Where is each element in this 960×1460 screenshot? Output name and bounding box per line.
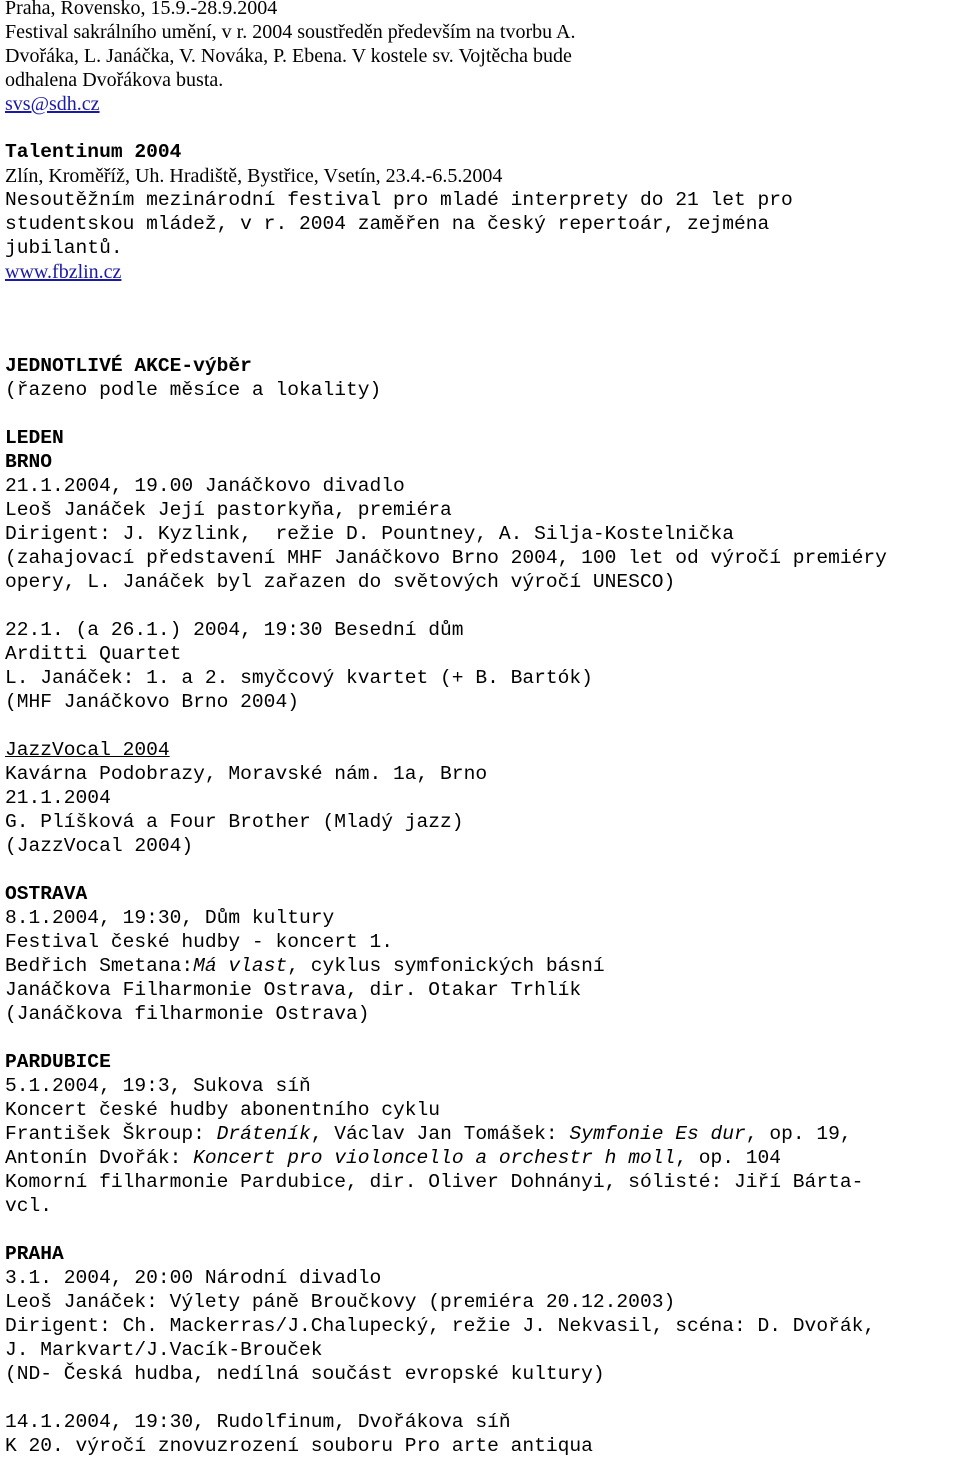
praha-event1-line-3: Dirigent: Ch. Mackerras/J.Chalupecký, režie J. Nekvasil, scéna: D. Dvořák, [5, 1315, 876, 1337]
intro-line-2: Festival sakrálního umění, v r. 2004 soustředěn především na tvorbu A. [5, 21, 576, 43]
brno-event1-line-4: (zahajovací představení MHF Janáčkovo Brno 2004, 100 let od výročí premiéry [5, 547, 887, 569]
composer-text: František Škroup: [5, 1123, 217, 1145]
praha-event2-line-1: 14.1.2004, 19:30, Rudolfinum, Dvořákova síň [5, 1411, 511, 1433]
talentinum-url-link[interactable]: www.fbzlin.cz [5, 261, 122, 283]
talentinum-line-3: studentskou mládež, v r. 2004 zaměřen na český repertoár, zejména [5, 213, 770, 235]
city-praha: PRAHA [5, 1243, 64, 1265]
praha-event1-line-4: J. Markvart/J.Vacík-Brouček [5, 1339, 323, 1361]
jazzvocal-line-3: G. Plíšková a Four Brother (Mladý jazz) [5, 811, 464, 833]
work-title: Dráteník [216, 1123, 311, 1145]
intro-line-1: Praha, Rovensko, 15.9.-28.9.2004 [5, 0, 278, 19]
brno-event1-line-1: 21.1.2004, 19.00 Janáčkovo divadlo [5, 475, 405, 497]
brno-event2-line-1: 22.1. (a 26.1.) 2004, 19:30 Besední dům [5, 619, 464, 641]
brno-event1-line-5: opery, L. Janáček byl zařazen do světových výročí UNESCO) [5, 571, 676, 593]
city-brno: BRNO [5, 451, 53, 473]
pardubice-line-4 [5, 1146, 960, 1170]
praha-event1-line-2: Leoš Janáček: Výlety páně Broučkovy (premiéra 20.12.2003) [5, 1291, 676, 1313]
work-title: Koncert pro violoncello a orchestr h moll [193, 1147, 676, 1169]
brno-event2-line-4: (MHF Janáčkovo Brno 2004) [5, 691, 299, 713]
composer-text: Bedřich Smetana: [5, 955, 194, 977]
praha-event2-line-2: K 20. výročí znovuzrození souboru Pro arte antiqua [5, 1435, 593, 1457]
ostrava-line-4: Janáčkova Filharmonie Ostrava, dir. Otakar Trhlík [5, 979, 582, 1001]
ostrava-line-5: (Janáčkova filharmonie Ostrava) [5, 1003, 370, 1025]
brno-event2-line-2: Arditti Quartet [5, 643, 182, 665]
city-pardubice: PARDUBICE [5, 1051, 111, 1073]
brno-event1-line-2: Leoš Janáček Její pastorkyňa, premiéra [5, 499, 452, 521]
work-title: Má vlast [193, 955, 288, 977]
composer-text: , Václav Jan Tomášek: [310, 1123, 570, 1145]
talentinum-line-2: Nesoutěžním mezinárodní festival pro mladé interprety do 21 let pro [5, 189, 793, 211]
praha-event1-line-1: 3.1. 2004, 20:00 Národní divadlo [5, 1267, 382, 1289]
brno-event1-line-3: Dirigent: J. Kyzlink, režie D. Pountney, A. Silja-Kostelnička [5, 523, 735, 545]
pardubice-line-6: vcl. [5, 1195, 53, 1217]
opus-text: , op. 19, [745, 1123, 852, 1145]
opus-text: , op. 104 [675, 1147, 782, 1169]
work-title: Symfonie Es dur [569, 1123, 746, 1145]
ostrava-line-1: 8.1.2004, 19:30, Dům kultury [5, 907, 335, 929]
city-ostrava: OSTRAVA [5, 883, 88, 905]
brno-event2-line-3: L. Janáček: 1. a 2. smyčcový kvartet (+ B. Bartók) [5, 667, 593, 689]
intro-line-4: odhalena Dvořákova busta. [5, 69, 224, 91]
talentinum-line-1: Zlín, Kroměříž, Uh. Hradiště, Bystřice, Vsetín, 23.4.-6.5.2004 [5, 165, 503, 187]
pardubice-line-5: Komorní filharmonie Pardubice, dir. Oliver Dohnányi, sólisté: Jiří Bárta- [5, 1171, 864, 1193]
jazzvocal-title: JazzVocal 2004 [5, 739, 170, 761]
email-link[interactable]: svs@sdh.cz [5, 93, 100, 115]
composer-text: Antonín Dvořák: [5, 1147, 194, 1169]
events-subheading: (řazeno podle měsíce a lokality) [5, 379, 382, 401]
jazzvocal-line-2: 21.1.2004 [5, 787, 111, 809]
intro-line-3: Dvořáka, L. Janáčka, V. Nováka, P. Ebena. V kostele sv. Vojtěcha bude [5, 45, 572, 67]
events-heading: JEDNOTLIVÉ AKCE-výběr [5, 355, 252, 377]
pardubice-line-3 [5, 1122, 960, 1146]
jazzvocal-line-4: (JazzVocal 2004) [5, 835, 194, 857]
talentinum-line-4: jubilantů. [5, 237, 123, 259]
month-heading: LEDEN [5, 427, 64, 449]
jazzvocal-line-1: Kavárna Podobrazy, Moravské nám. 1a, Brno [5, 763, 488, 785]
ostrava-line-2: Festival české hudby - koncert 1. [5, 931, 394, 953]
pardubice-line-1: 5.1.2004, 19:3, Sukova síň [5, 1075, 311, 1097]
ostrava-line-3 [5, 954, 960, 978]
talentinum-title: Talentinum 2004 [5, 141, 182, 163]
work-desc: , cyklus symfonických básní [287, 955, 605, 977]
praha-event1-line-5: (ND- Česká hudba, nedílná součást evropské kultury) [5, 1363, 605, 1385]
pardubice-line-2: Koncert české hudby abonentního cyklu [5, 1099, 441, 1121]
